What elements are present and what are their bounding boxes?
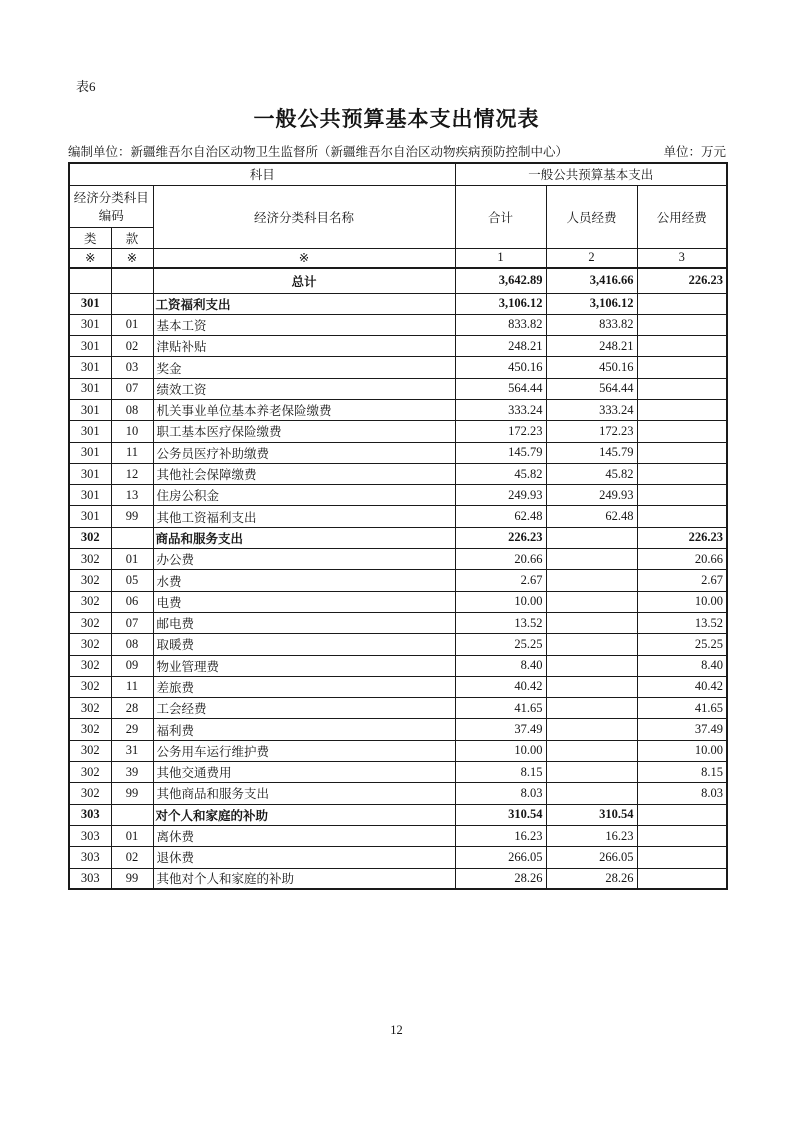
cell-subject-name: 取暖费 (153, 634, 455, 655)
cell-total: 310.54 (455, 804, 546, 825)
cell-total: 248.21 (455, 336, 546, 357)
cell-class-code: 302 (69, 762, 111, 783)
marker-row (69, 248, 727, 268)
cell-subject-name: 其他社会保障缴费 (153, 463, 455, 484)
cell-public-funds: 8.40 (637, 655, 727, 676)
cell-class-code: 302 (69, 719, 111, 740)
cell-public-funds (637, 378, 727, 399)
cell-class-code: 302 (69, 612, 111, 633)
cell-class-code: 301 (69, 399, 111, 420)
page-number: 12 (390, 1023, 403, 1037)
cell-personnel-funds (546, 634, 637, 655)
cell-public-funds: 10.00 (637, 591, 727, 612)
cell-public-funds: 8.15 (637, 762, 727, 783)
cell-subject-name: 工会经费 (153, 698, 455, 719)
cell-total: 833.82 (455, 314, 546, 335)
cell-personnel-funds (546, 549, 637, 570)
marker-name: ※ (153, 248, 455, 268)
cell-public-funds (637, 421, 727, 442)
cell-public-funds (637, 336, 727, 357)
cell-public-funds (637, 804, 727, 825)
table-row (69, 463, 727, 484)
cell-personnel-funds (546, 783, 637, 804)
cell-total: 249.93 (455, 485, 546, 506)
cell-class-code: 302 (69, 676, 111, 697)
marker-section: ※ (111, 248, 153, 268)
table-row (69, 421, 727, 442)
cell-personnel-funds: 28.26 (546, 868, 637, 889)
header-total-col: 合计 (455, 185, 546, 248)
header-name-col: 经济分类科目名称 (153, 185, 455, 248)
cell-subject-name: 退休费 (153, 847, 455, 868)
cell-personnel-funds: 249.93 (546, 485, 637, 506)
cell-total: 25.25 (455, 634, 546, 655)
table-row (69, 268, 727, 293)
table-row (69, 634, 727, 655)
cell-subject-name: 其他商品和服务支出 (153, 783, 455, 804)
cell-personnel-funds (546, 719, 637, 740)
cell-subject-name: 工资福利支出 (153, 293, 455, 314)
cell-subject-name: 对个人和家庭的补助 (153, 804, 455, 825)
marker-public-index: 3 (637, 248, 727, 268)
marker-total-index: 1 (455, 248, 546, 268)
cell-total: 333.24 (455, 399, 546, 420)
cell-class-code: 301 (69, 463, 111, 484)
cell-total: 2.67 (455, 570, 546, 591)
cell-subject-name: 绩效工资 (153, 378, 455, 399)
currency-unit-note: 单位：万元 (663, 145, 726, 159)
table-row (69, 804, 727, 825)
cell-personnel-funds: 310.54 (546, 804, 637, 825)
cell-class-code: 302 (69, 527, 111, 548)
cell-total: 10.00 (455, 591, 546, 612)
cell-public-funds (637, 825, 727, 846)
table-row (69, 442, 727, 463)
cell-section-code: 08 (111, 399, 153, 420)
cell-class-code: 301 (69, 336, 111, 357)
marker-class: ※ (69, 248, 111, 268)
table-body (69, 268, 727, 889)
table-row (69, 676, 727, 697)
cell-personnel-funds: 3,106.12 (546, 293, 637, 314)
table-row (69, 506, 727, 527)
cell-section-code: 39 (111, 762, 153, 783)
table-row (69, 698, 727, 719)
cell-subject-name: 基本工资 (153, 314, 455, 335)
cell-subject-name: 其他对个人和家庭的补助 (153, 868, 455, 889)
cell-section-code (111, 268, 153, 293)
cell-subject-name: 物业管理费 (153, 655, 455, 676)
cell-class-code: 302 (69, 591, 111, 612)
cell-total: 16.23 (455, 825, 546, 846)
cell-personnel-funds: 145.79 (546, 442, 637, 463)
cell-personnel-funds: 248.21 (546, 336, 637, 357)
table-row (69, 591, 727, 612)
cell-public-funds (637, 314, 727, 335)
cell-total: 40.42 (455, 676, 546, 697)
cell-subject-name: 差旅费 (153, 676, 455, 697)
cell-public-funds: 20.66 (637, 549, 727, 570)
cell-class-code: 302 (69, 634, 111, 655)
cell-subject-name: 奖金 (153, 357, 455, 378)
cell-personnel-funds: 45.82 (546, 463, 637, 484)
cell-public-funds: 10.00 (637, 740, 727, 761)
table-row (69, 655, 727, 676)
cell-class-code: 301 (69, 506, 111, 527)
cell-section-code: 07 (111, 612, 153, 633)
cell-class-code: 301 (69, 442, 111, 463)
cell-class-code: 303 (69, 847, 111, 868)
cell-class-code: 302 (69, 549, 111, 570)
table-row (69, 868, 727, 889)
cell-public-funds: 25.25 (637, 634, 727, 655)
table-row (69, 783, 727, 804)
cell-section-code: 01 (111, 549, 153, 570)
cell-personnel-funds (546, 676, 637, 697)
cell-public-funds: 41.65 (637, 698, 727, 719)
cell-subject-name: 津贴补贴 (153, 336, 455, 357)
cell-personnel-funds (546, 655, 637, 676)
header-section-col: 款 (111, 227, 153, 248)
meta-line (68, 142, 726, 160)
table-row (69, 357, 727, 378)
cell-subject-name: 机关事业单位基本养老保险缴费 (153, 399, 455, 420)
cell-total: 45.82 (455, 463, 546, 484)
cell-public-funds: 13.52 (637, 612, 727, 633)
prepared-by-unit: 编制单位：新疆维吾尔自治区动物卫生监督所（新疆维吾尔自治区动物疾病预防控制中心） (68, 145, 569, 159)
cell-subject-name: 公务员医疗补助缴费 (153, 442, 455, 463)
cell-total: 37.49 (455, 719, 546, 740)
header-row-columns (69, 185, 727, 227)
cell-section-code: 13 (111, 485, 153, 506)
cell-section-code: 01 (111, 314, 153, 335)
cell-subject-name: 商品和服务支出 (153, 527, 455, 548)
cell-public-funds: 40.42 (637, 676, 727, 697)
cell-total: 172.23 (455, 421, 546, 442)
cell-personnel-funds (546, 527, 637, 548)
cell-personnel-funds: 172.23 (546, 421, 637, 442)
marker-personnel-index: 2 (546, 248, 637, 268)
sheet-label: 表6 (76, 79, 96, 94)
cell-total: 20.66 (455, 549, 546, 570)
cell-class-code: 302 (69, 783, 111, 804)
cell-section-code: 29 (111, 719, 153, 740)
cell-total: 564.44 (455, 378, 546, 399)
table-row (69, 762, 727, 783)
cell-section-code: 99 (111, 506, 153, 527)
cell-public-funds (637, 463, 727, 484)
cell-subject-name: 其他工资福利支出 (153, 506, 455, 527)
cell-section-code: 99 (111, 783, 153, 804)
cell-section-code: 10 (111, 421, 153, 442)
cell-section-code: 99 (111, 868, 153, 889)
cell-total: 62.48 (455, 506, 546, 527)
cell-section-code: 07 (111, 378, 153, 399)
cell-section-code: 06 (111, 591, 153, 612)
cell-subject-name: 其他交通费用 (153, 762, 455, 783)
table-row (69, 293, 727, 314)
budget-expenditure-table (68, 162, 728, 890)
cell-subject-name: 电费 (153, 591, 455, 612)
cell-class-code (69, 268, 111, 293)
cell-subject-name: 邮电费 (153, 612, 455, 633)
cell-total: 41.65 (455, 698, 546, 719)
cell-section-code: 11 (111, 676, 153, 697)
table-row (69, 378, 727, 399)
table-row (69, 847, 727, 868)
cell-personnel-funds: 333.24 (546, 399, 637, 420)
cell-subject-name: 水费 (153, 570, 455, 591)
cell-subject-name: 住房公积金 (153, 485, 455, 506)
cell-section-code: 11 (111, 442, 153, 463)
cell-class-code: 303 (69, 804, 111, 825)
cell-class-code: 301 (69, 378, 111, 399)
header-budget-group: 一般公共预算基本支出 (455, 163, 727, 185)
table-row (69, 399, 727, 420)
cell-personnel-funds: 3,416.66 (546, 268, 637, 293)
table-row (69, 740, 727, 761)
table-row (69, 527, 727, 548)
table-row (69, 549, 727, 570)
cell-public-funds: 8.03 (637, 783, 727, 804)
cell-public-funds (637, 506, 727, 527)
cell-personnel-funds (546, 591, 637, 612)
cell-section-code: 01 (111, 825, 153, 846)
cell-personnel-funds: 266.05 (546, 847, 637, 868)
table-row (69, 719, 727, 740)
cell-class-code: 301 (69, 421, 111, 442)
page-title: 一般公共预算基本支出情况表 (253, 107, 540, 131)
cell-public-funds: 2.67 (637, 570, 727, 591)
cell-section-code (111, 804, 153, 825)
cell-total: 8.03 (455, 783, 546, 804)
cell-subject-name: 离休费 (153, 825, 455, 846)
cell-section-code (111, 293, 153, 314)
cell-section-code: 31 (111, 740, 153, 761)
cell-total: 450.16 (455, 357, 546, 378)
cell-personnel-funds: 450.16 (546, 357, 637, 378)
cell-section-code: 02 (111, 847, 153, 868)
cell-personnel-funds (546, 698, 637, 719)
cell-class-code: 302 (69, 740, 111, 761)
cell-total: 8.40 (455, 655, 546, 676)
cell-public-funds: 226.23 (637, 527, 727, 548)
cell-class-code: 302 (69, 698, 111, 719)
cell-public-funds (637, 293, 727, 314)
cell-class-code: 302 (69, 655, 111, 676)
cell-total: 145.79 (455, 442, 546, 463)
header-subject-group: 科目 (69, 163, 455, 185)
cell-class-code: 301 (69, 293, 111, 314)
cell-class-code: 303 (69, 868, 111, 889)
cell-total: 8.15 (455, 762, 546, 783)
cell-section-code: 02 (111, 336, 153, 357)
cell-total: 3,642.89 (455, 268, 546, 293)
cell-class-code: 302 (69, 570, 111, 591)
table-row (69, 314, 727, 335)
cell-public-funds (637, 399, 727, 420)
cell-total: 13.52 (455, 612, 546, 633)
header-row-groups (69, 163, 727, 185)
cell-section-code: 09 (111, 655, 153, 676)
cell-total: 28.26 (455, 868, 546, 889)
cell-personnel-funds: 16.23 (546, 825, 637, 846)
cell-public-funds (637, 485, 727, 506)
cell-personnel-funds: 62.48 (546, 506, 637, 527)
header-class-col: 类 (69, 227, 111, 248)
table-row (69, 825, 727, 846)
cell-subject-name: 办公费 (153, 549, 455, 570)
cell-personnel-funds (546, 612, 637, 633)
cell-personnel-funds: 564.44 (546, 378, 637, 399)
header-personnel-col: 人员经费 (546, 185, 637, 248)
cell-public-funds (637, 868, 727, 889)
cell-total: 266.05 (455, 847, 546, 868)
cell-subject-name: 公务用车运行维护费 (153, 740, 455, 761)
table-row (69, 612, 727, 633)
cell-section-code: 05 (111, 570, 153, 591)
cell-total: 226.23 (455, 527, 546, 548)
cell-section-code: 03 (111, 357, 153, 378)
header-code-group: 经济分类科目编码 (69, 185, 153, 227)
cell-section-code (111, 527, 153, 548)
cell-subject-name: 福利费 (153, 719, 455, 740)
header-public-col: 公用经费 (637, 185, 727, 248)
cell-personnel-funds (546, 762, 637, 783)
cell-class-code: 303 (69, 825, 111, 846)
cell-section-code: 28 (111, 698, 153, 719)
cell-public-funds: 226.23 (637, 268, 727, 293)
cell-subject-name: 总计 (153, 268, 455, 293)
cell-personnel-funds (546, 570, 637, 591)
cell-personnel-funds: 833.82 (546, 314, 637, 335)
table-row (69, 485, 727, 506)
table-row (69, 570, 727, 591)
cell-public-funds (637, 847, 727, 868)
cell-class-code: 301 (69, 357, 111, 378)
cell-public-funds (637, 442, 727, 463)
table-row (69, 336, 727, 357)
cell-public-funds: 37.49 (637, 719, 727, 740)
cell-class-code: 301 (69, 314, 111, 335)
cell-personnel-funds (546, 740, 637, 761)
cell-public-funds (637, 357, 727, 378)
cell-section-code: 12 (111, 463, 153, 484)
cell-total: 10.00 (455, 740, 546, 761)
cell-total: 3,106.12 (455, 293, 546, 314)
cell-class-code: 301 (69, 485, 111, 506)
cell-section-code: 08 (111, 634, 153, 655)
cell-subject-name: 职工基本医疗保险缴费 (153, 421, 455, 442)
